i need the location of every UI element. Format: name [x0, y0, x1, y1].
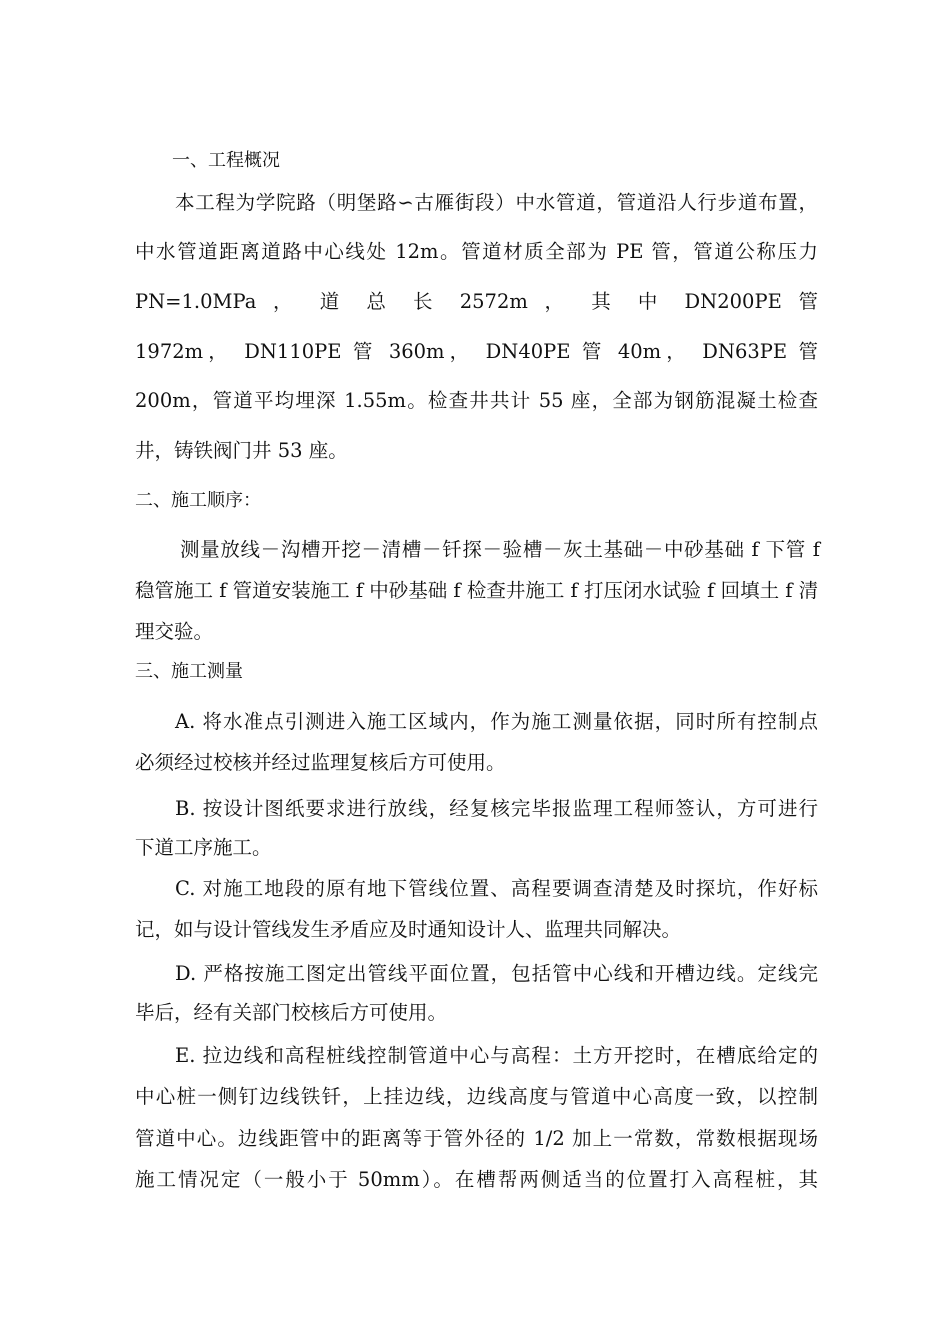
paragraph-line: 下道工序施工。 [135, 836, 272, 859]
paragraph-line: 必须经过校核并经过监理复核后方可使用。 [135, 751, 506, 774]
paragraph-line: 记，如与设计管线发生矛盾应及时通知设计人、监理共同解决。 [135, 918, 682, 941]
paragraph-line: 毕后，经有关部门校核后方可使用。 [135, 1001, 448, 1024]
paragraph-line: 理交验。 [135, 620, 214, 643]
paragraph-line: 1972m， DN110PE 管 360m， DN40PE 管 40m， DN63PE 管 [135, 340, 818, 363]
paragraph-line: E. 拉边线和高程桩线控制管道中心与高程：土方开挖时，在槽底给定的 [175, 1044, 818, 1067]
paragraph-line: C. 对施工地段的原有地下管线位置、高程要调查清楚及时探坑，作好标 [175, 877, 818, 900]
paragraph-line: A. 将水准点引测进入施工区域内，作为施工测量依据，同时所有控制点 [175, 710, 818, 733]
section-heading-overview: 一、工程概况 [172, 150, 280, 171]
paragraph-line: 施工情况定（一般小于 50mm）。在槽帮两侧适当的位置打入高程桩，其 [135, 1168, 818, 1191]
section-heading-survey: 三、施工测量 [135, 661, 243, 682]
paragraph-line: 稳管施工 f 管道安装施工 f 中砂基础 f 检查井施工 f 打压闭水试验 f 回填土 f 清 [135, 579, 819, 602]
paragraph-line: 管道中心。边线距管中的距离等于管外径的 1/2 加上一常数，常数根据现场 [135, 1127, 818, 1150]
paragraph-line: 井，铸铁阀门井 53 座。 [135, 439, 348, 462]
paragraph-line: B. 按设计图纸要求进行放线，经复核完毕报监理工程师签认，方可进行 [175, 797, 818, 820]
paragraph-line: PN=1.0MPa ， 道 总 长 2572m ， 其 中 DN200PE 管 [135, 290, 818, 313]
paragraph-line: 本工程为学院路（明堡路∽古雁街段）中水管道，管道沿人行步道布置， [175, 191, 818, 214]
paragraph-line: 中水管道距离道路中心线处 12m。管道材质全部为 PE 管，管道公称压力 [135, 240, 818, 263]
paragraph-line: 测量放线－沟槽开挖－清槽－钎探－验槽－灰土基础－中砂基础 f 下管 f [180, 538, 820, 561]
paragraph-line: 200m，管道平均埋深 1.55m。检查井共计 55 座，全部为钢筋混凝土检查 [135, 389, 818, 412]
paragraph-line: 中心桩一侧钉边线铁钎，上挂边线，边线高度与管道中心高度一致，以控制 [135, 1085, 818, 1108]
paragraph-line: D. 严格按施工图定出管线平面位置，包括管中心线和开槽边线。定线完 [175, 962, 818, 985]
section-heading-sequence: 二、施工顺序： [135, 490, 261, 511]
